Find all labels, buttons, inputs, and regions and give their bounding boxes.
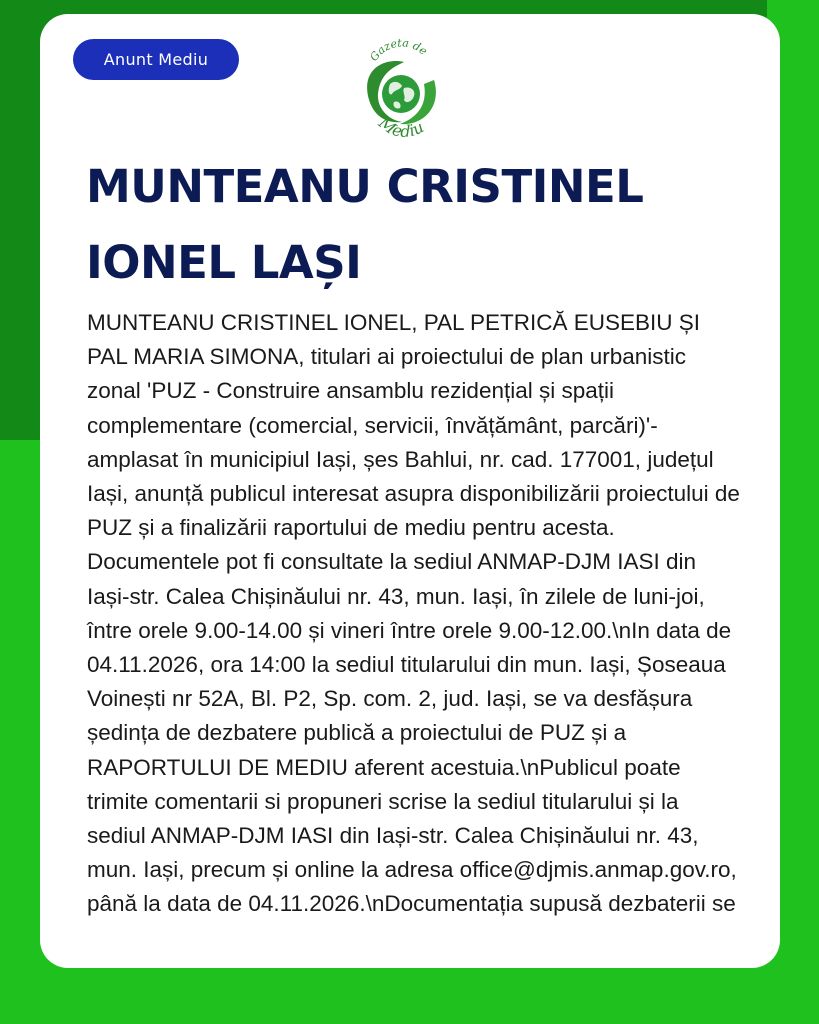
svg-text:Gazeta de: [367, 36, 430, 63]
category-badge[interactable]: Anunt Mediu: [73, 39, 239, 80]
logo-text-bottom: Mediu: [375, 112, 427, 141]
page-title: MUNTEANU CRISTINEL IONEL LAȘI: [86, 160, 644, 289]
announcement-card: [40, 14, 780, 968]
logo-text-top: Gazeta de: [367, 36, 430, 64]
gazeta-de-mediu-logo: [358, 36, 444, 144]
announcement-body: MUNTEANU CRISTINEL IONEL, PAL PETRICĂ EUSEBIU ȘI PAL MARIA SIMONA, titulari ai proiectului de plan urbanistic zonal 'PUZ - Construire ansamblu rezidențial și spații complementare (comercial, servicii, învățământ, parcări)'- amplasat în municipiul Iași, șes Bahlui, nr. cad. 177001, județul Iași, anunță publicul interesat asupra disponibilizării proiectului de PUZ și a finalizării raportului de mediu pentru acesta. Documentele pot fi consultate la sediul ANMAP-DJM IASI din Iași-str. Calea Chișinăului nr. 43, mun. Iași, în zilele de luni-joi, între orele 9.00-14.00 și vineri între orele 9.00-12.00.\nIn data de 04.11.2026, ora 14:00 la sediul titularului din mun. Iași, Șoseaua Voinești nr 52A, Bl. P2, Sp. com. 2, jud. Iași, se va desfășura ședința de dezbatere publică a proiectului de PUZ și a RAPORTULUI DE MEDIU aferent acestuia.\nPublicul poate trimite comentarii si propuneri scrise la sediul titularului și la sediul ANMAP-DJM IASI din Iași-str. Calea Chișinăului nr. 43, mun. Iași, precum și online la adresa office@djmis.anmap.gov.ro, până la data de 04.11.2026.\nDocumentația supusă dezbaterii se: [87, 310, 740, 917]
